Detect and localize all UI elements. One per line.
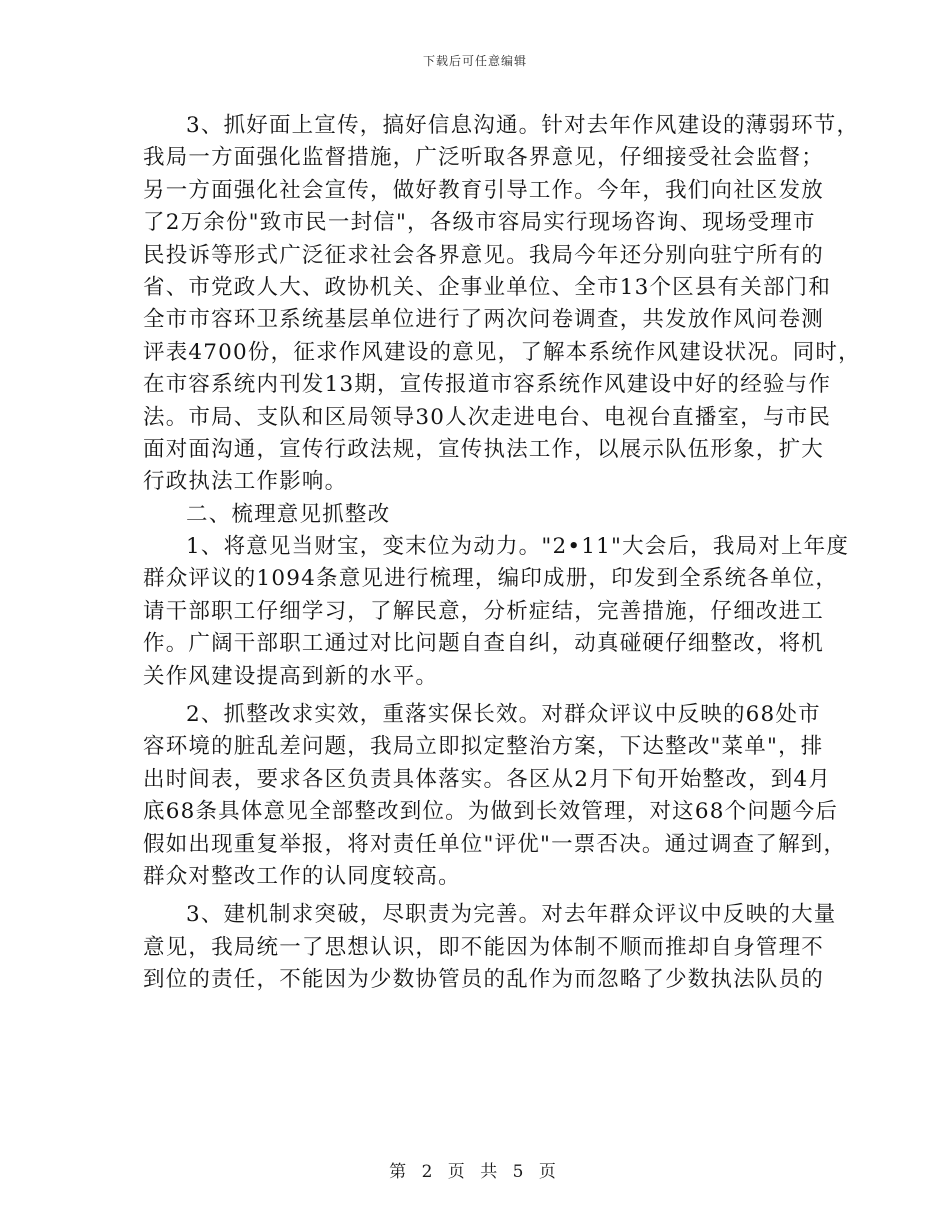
- paragraph-line: 另一方面强化社会宣传，做好教育引导工作。今年，我们向社区发放: [143, 177, 825, 203]
- paragraph-line: 省、市党政人大、政协机关、企事业单位、全市13个区县有关部门和: [143, 274, 832, 300]
- paragraph-line: 法。市局、支队和区局领导30人次走进电台、电视台直播室，与市民: [143, 404, 832, 430]
- section-heading: 二、梳理意见抓整改: [186, 501, 391, 527]
- paragraph-line: 请干部职工仔细学习，了解民意，分析症结，完善措施，仔细改进工: [143, 598, 825, 624]
- paragraph-line: 群众评议的1094条意见进行梳理，编印成册，印发到全系统各单位，: [143, 566, 839, 592]
- paragraph-line: 容环境的脏乱差问题，我局立即拟定整治方案，下达整改"菜单"，排: [143, 734, 824, 760]
- paragraph-line: 评表4700份，征求作风建设的意见，了解本系统作风建设状况。同时，: [143, 339, 861, 365]
- page-header: 下载后可任意编辑: [422, 54, 527, 68]
- paragraph-line: 在市容系统内刊发13期，宣传报道市容系统作风建设中好的经验与作: [143, 372, 832, 398]
- paragraph-line: 我局一方面强化监督措施，广泛听取各界意见，仔细接受社会监督；: [143, 145, 825, 171]
- paragraph-line: 了2万余份"致市民一封信"，各级市容局实行现场咨询、现场受理市: [143, 210, 816, 236]
- paragraph-line: 到位的责任，不能因为少数协管员的乱作为而忽略了少数执法队员的: [143, 967, 825, 993]
- paragraph-line: 1、将意见当财宝，变末位为动力。"2•11"大会后，我局对上年度: [186, 534, 850, 560]
- paragraph-line: 关作风建设提高到新的水平。: [143, 663, 439, 689]
- paragraph-line: 全市市容环卫系统基层单位进行了两次问卷调查，共发放作风问卷测: [143, 307, 825, 333]
- paragraph-line: 面对面沟通，宣传行政法规，宣传执法工作，以展示队伍形象，扩大: [143, 436, 825, 462]
- paragraph-line: 底68条具体意见全部整改到位。为做到长效管理，对这68个问题今后: [143, 799, 839, 825]
- paragraph-line: 假如出现重复举报，将对责任单位"评优"一票否决。通过调查了解到，: [143, 831, 847, 857]
- paragraph-line: 3、建机制求突破，尽职责为完善。对去年群众评议中反映的大量: [186, 902, 837, 928]
- document-body: [143, 110, 861, 997]
- page-footer: 第 2 页 共 5 页: [389, 1162, 561, 1182]
- paragraph-line: 行政执法工作影响。: [143, 469, 348, 495]
- paragraph-line: 民投诉等形式广泛征求社会各界意见。我局今年还分别向驻宁所有的: [143, 242, 825, 268]
- paragraph-line: 2、抓整改求实效，重落实保长效。对群众评议中反映的68处市: [186, 702, 821, 728]
- paragraph-line: 3、抓好面上宣传，搞好信息沟通。针对去年作风建设的薄弱环节，: [186, 113, 860, 138]
- paragraph-line: 意见，我局统一了思想认识，即不能因为体制不顺而推却自身管理不: [143, 934, 825, 960]
- paragraph-line: 群众对整改工作的认同度较高。: [143, 863, 461, 889]
- paragraph-line: 出时间表，要求各区负责具体落实。各区从2月下旬开始整改，到4月: [143, 766, 832, 792]
- paragraph-line: 作。广阔干部职工通过对比问题自查自纠，动真碰硬仔细整改，将机: [143, 631, 825, 657]
